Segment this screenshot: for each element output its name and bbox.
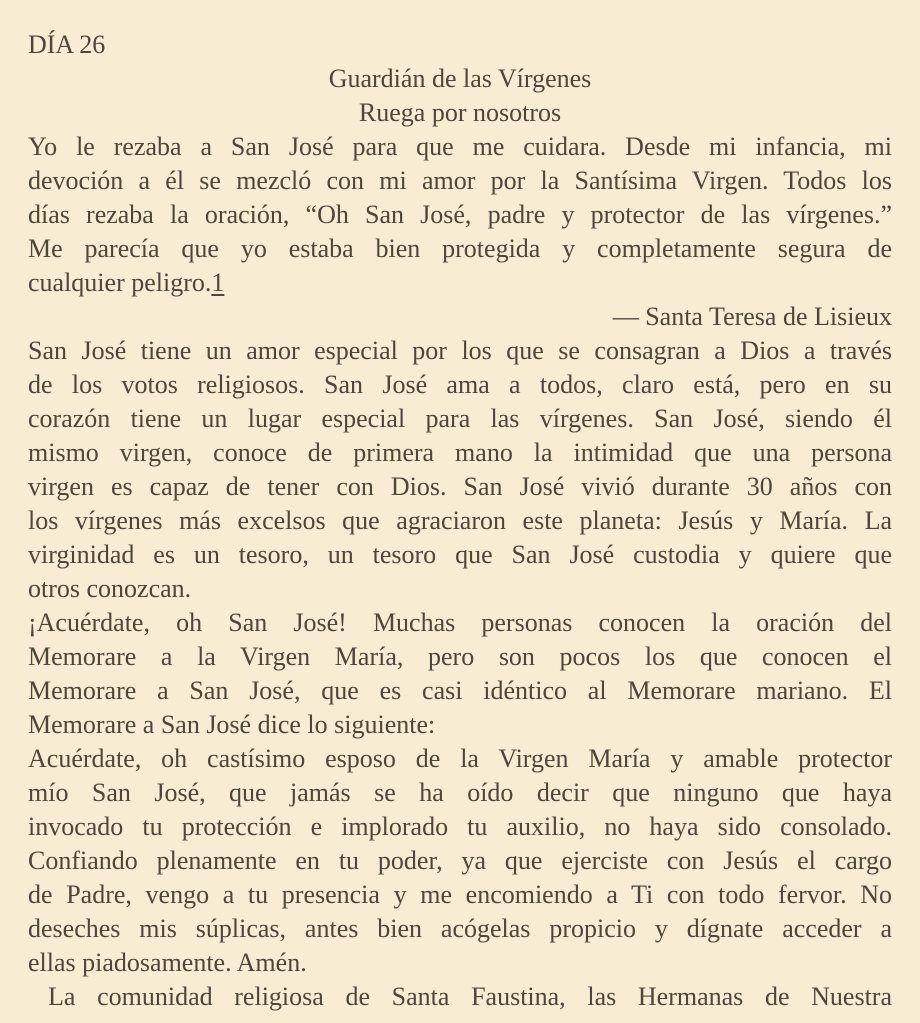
text-line: invocado tu protección e implorado tu auxilio, no haya sido consolado.: [28, 812, 892, 841]
text-line: otros conozcan.: [28, 574, 192, 603]
text-line: San José tiene un amor especial por los que se consagran a Dios a través: [28, 336, 892, 365]
text-line: Yo le rezaba a San José para que me cuidara. Desde mi infancia, mi: [28, 132, 892, 161]
page-subtitle: Ruega por nosotros: [358, 98, 562, 127]
text-line: corazón tiene un lugar especial para las vírgenes. San José, siendo él: [28, 404, 892, 433]
text-line: Memorare a la Virgen María, pero son pocos los que conocen el: [28, 642, 892, 671]
text-line: de Padre, vengo a tu presencia y me encomiendo a Ti con todo fervor. No: [28, 880, 892, 909]
text-line: virgen es capaz de tener con Dios. San José vivió durante 30 años con: [28, 472, 892, 501]
text-line: Memorare a San José, que es casi idéntico al Memorare mariano. El: [28, 676, 892, 705]
text-line: días rezaba la oración, “Oh San José, padre y protector de las vírgenes.”: [28, 200, 892, 229]
text-line: deseches mis súplicas, antes bien acógelas propicio y dígnate acceder a: [28, 914, 892, 943]
prayer-paragraph: [28, 742, 892, 980]
text-line: [28, 266, 892, 300]
text-line: Confiando plenamente en tu poder, ya que ejerciste con Jesús el cargo: [28, 846, 892, 875]
text-line: los vírgenes más excelsos que agraciaron este planeta: Jesús y María. La: [28, 506, 892, 535]
text-line: Acuérdate, oh castísimo esposo de la Virgen María y amable protector: [28, 744, 892, 773]
text-line: devoción a él se mezcló con mi amor por la Santísima Virgen. Todos los: [28, 166, 892, 195]
quote-attribution: — Santa Teresa de Lisieux: [612, 302, 892, 331]
text-line: ¡Acuérdate, oh San José! Muchas personas conocen la oración del: [28, 608, 892, 637]
footnote-ref-1[interactable]: 1: [211, 268, 225, 297]
text-line: de los votos religiosos. San José ama a todos, claro está, pero en su: [28, 370, 892, 399]
quote-paragraph: [28, 130, 892, 300]
page-title: Guardián de las Vírgenes: [328, 64, 592, 93]
quote-last-line-text: cualquier peligro.: [28, 268, 212, 297]
body-paragraph: [28, 606, 892, 742]
text-line: virginidad es un tesoro, un tesoro que San José custodia y quiere que: [28, 540, 892, 569]
text-line: La comunidad religiosa de Santa Faustina, las Hermanas de Nuestra: [48, 982, 892, 1011]
body-paragraph: [28, 980, 892, 1014]
text-line: mismo virgen, conoce de primera mano la intimidad que una persona: [28, 438, 892, 467]
text-line: mío San José, que jamás se ha oído decir que ninguno que haya: [28, 778, 892, 807]
text-line: Memorare a San José dice lo siguiente:: [28, 710, 436, 739]
day-heading: DÍA 26: [28, 30, 106, 59]
body-paragraph: [28, 334, 892, 606]
text-line: ellas piadosamente. Amén.: [28, 948, 307, 977]
text-line: Me parecía que yo estaba bien protegida y completamente segura de: [28, 234, 892, 263]
